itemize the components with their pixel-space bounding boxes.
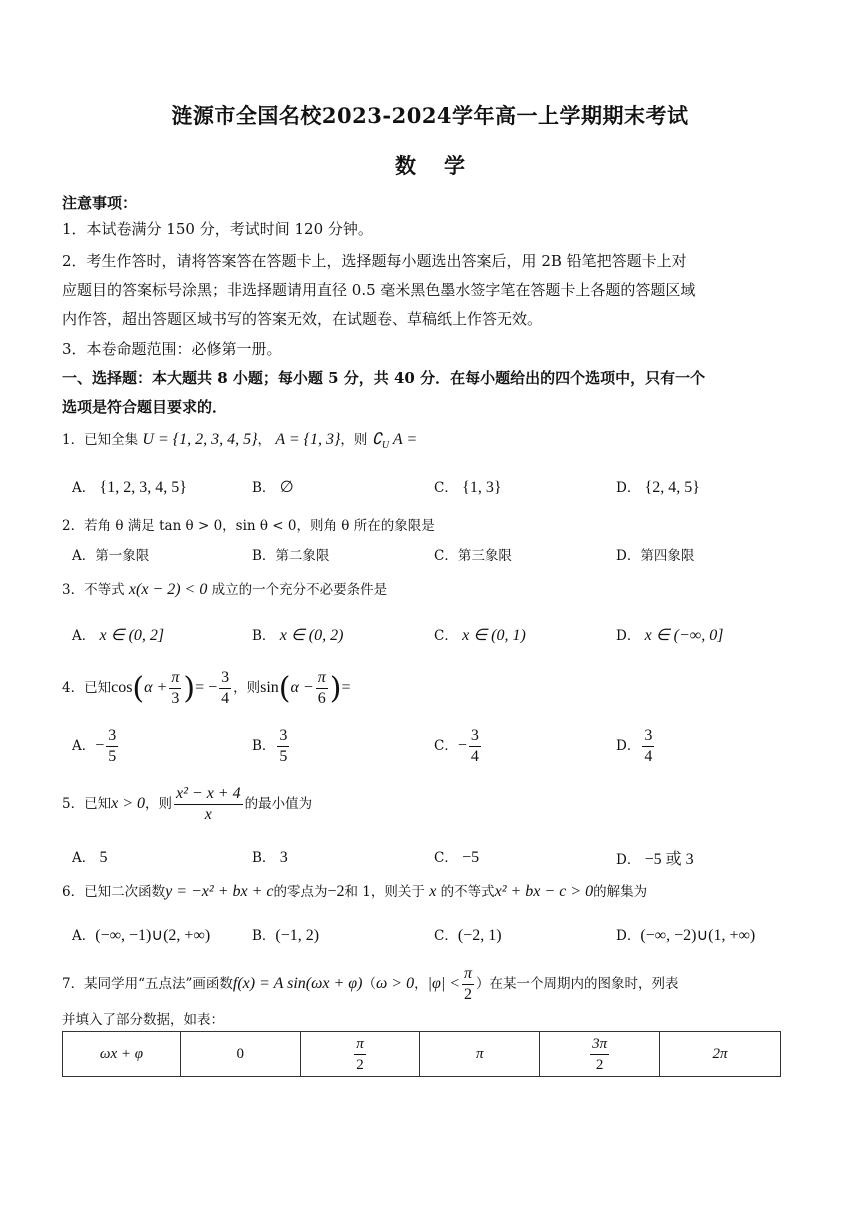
q3-option-c: C． x ∈ (0, 1) bbox=[434, 627, 526, 644]
q2-option-c: C．第三象限 bbox=[434, 548, 512, 564]
q5-option-d: D． −5 或 3 bbox=[616, 851, 694, 868]
q6-option-d: D．(−∞, −2)∪(1, +∞) bbox=[616, 927, 756, 944]
q1-option-d: D． {2, 4, 5} bbox=[616, 479, 700, 496]
notice-item-1: 1．本试卷满分 150 分，考试时间 120 分钟。 bbox=[62, 220, 373, 238]
question-3: 3．不等式 x(x − 2) < 0 成立的一个充分不必要条件是 bbox=[62, 581, 388, 598]
table-row bbox=[63, 1032, 781, 1077]
q1-option-a: A． {1, 2, 3, 4, 5} bbox=[72, 479, 187, 496]
subject-title: 数学 bbox=[395, 153, 493, 178]
question-6: 6．已知二次函数y = −x² + bx + c的零点为−2和 1，则关于 x 的不等式x² + bx − c > 0的解集为 bbox=[62, 883, 648, 900]
q2-option-d: D．第四象限 bbox=[616, 548, 695, 564]
question-4: 4．已知cos(α + $\frac{\pi}{3}$ )= − $\frac{3}{4}$ ，则sin(α − $\frac{\pi}{6}$ )= bbox=[62, 669, 351, 707]
notice-item-2-cont: 应题目的答案标号涂黑；非选择题请用直径 0.5 毫米黑色墨水签字笔在答题卡上各题的答题区域 bbox=[62, 281, 696, 299]
section1-heading-cont: 选项是符合题目要求的． bbox=[62, 398, 228, 416]
q2-option-b: B．第二象限 bbox=[252, 548, 330, 564]
question-1: 1．已知全集 U = {1, 2, 3, 4, 5}， A = {1, 3}，则 $∁_U$ A = bbox=[62, 431, 418, 452]
q5-option-a: A． 5 bbox=[72, 849, 108, 866]
q6-option-c: C．(−2, 1) bbox=[434, 927, 502, 944]
question-2: 2．若角 θ 满足 tan θ > 0，sin θ < 0，则角 θ 所在的象限是 bbox=[62, 518, 435, 534]
notice-heading: 注意事项： bbox=[62, 194, 138, 212]
q3-inequality: x(x − 2) < 0 bbox=[128, 581, 208, 598]
table-cell-header: ωx + φ bbox=[63, 1032, 181, 1077]
question-7-cont: 并填入了部分数据，如表： bbox=[62, 1012, 224, 1028]
q6-option-a: A．(−∞, −1)∪(2, +∞) bbox=[72, 927, 211, 944]
q3-option-a: A． x ∈ (0, 2] bbox=[72, 627, 165, 644]
q4-option-a: A．− $\frac{3}{5}$ bbox=[72, 727, 117, 765]
q5-option-c: C． −5 bbox=[434, 849, 480, 866]
q1-option-c: C． {1, 3} bbox=[434, 479, 502, 496]
q4-option-c: C．− $\frac{3}{4}$ bbox=[434, 727, 479, 765]
q3-option-b: B． x ∈ (0, 2) bbox=[252, 627, 344, 644]
section1-heading: 一、选择题：本大题共 8 小题；每小题 5 分，共 40 分．在每小题给出的四个选项中，只有一个 bbox=[62, 369, 706, 387]
q4-option-d: D． $\frac{3}{4}$ bbox=[616, 727, 653, 765]
notice-item-3: 3．本卷命题范围：必修第一册。 bbox=[62, 340, 282, 358]
q4-option-b: B． $\frac{3}{5}$ bbox=[252, 727, 288, 765]
q1-option-b: B． ∅ bbox=[252, 479, 294, 496]
table-cell: π bbox=[420, 1032, 540, 1077]
question-5: 5．已知x > 0，则 $\frac{\text{x² − x + 4}}{x}$ 的最小值为 bbox=[62, 785, 313, 823]
notice-item-2-cont2: 内作答，超出答题区域书写的答案无效，在试题卷、草稿纸上作答无效。 bbox=[62, 310, 543, 328]
q6-option-b: B．(−1, 2) bbox=[252, 927, 320, 944]
table-cell: $\frac{3\pi}{2}$ bbox=[540, 1032, 660, 1077]
exam-title: 涟源市全国名校2023-2024学年高一上学期期末考试 bbox=[171, 103, 689, 128]
q5-option-b: B． 3 bbox=[252, 849, 288, 866]
q1-complement: $∁_U$ A = bbox=[371, 431, 418, 452]
q3-option-d: D． x ∈ (−∞, 0] bbox=[616, 627, 724, 644]
table-cell: $\frac{\pi}{2}$ bbox=[300, 1032, 420, 1077]
q2-option-a: A．第一象限 bbox=[72, 548, 150, 564]
q1-set-a: A = {1, 3} bbox=[275, 431, 341, 448]
question-7: 7．某同学用“五点法”画函数f(x) = A sin(ωx + φ)（ω > 0，|φ| < $\frac{\pi}{2}$ ）在某一个周期内的图象时，列表 bbox=[62, 965, 679, 1003]
notice-item-2: 2．考生作答时，请将答案答在答题卡上，选择题每小题选出答案后，用 2B 铅笔把答题卡上对 bbox=[62, 252, 687, 270]
five-point-table bbox=[62, 1031, 781, 1077]
table-cell: 0 bbox=[180, 1032, 300, 1077]
table-cell: 2π bbox=[660, 1032, 781, 1077]
q1-universal-set: U = {1, 2, 3, 4, 5} bbox=[142, 431, 258, 448]
